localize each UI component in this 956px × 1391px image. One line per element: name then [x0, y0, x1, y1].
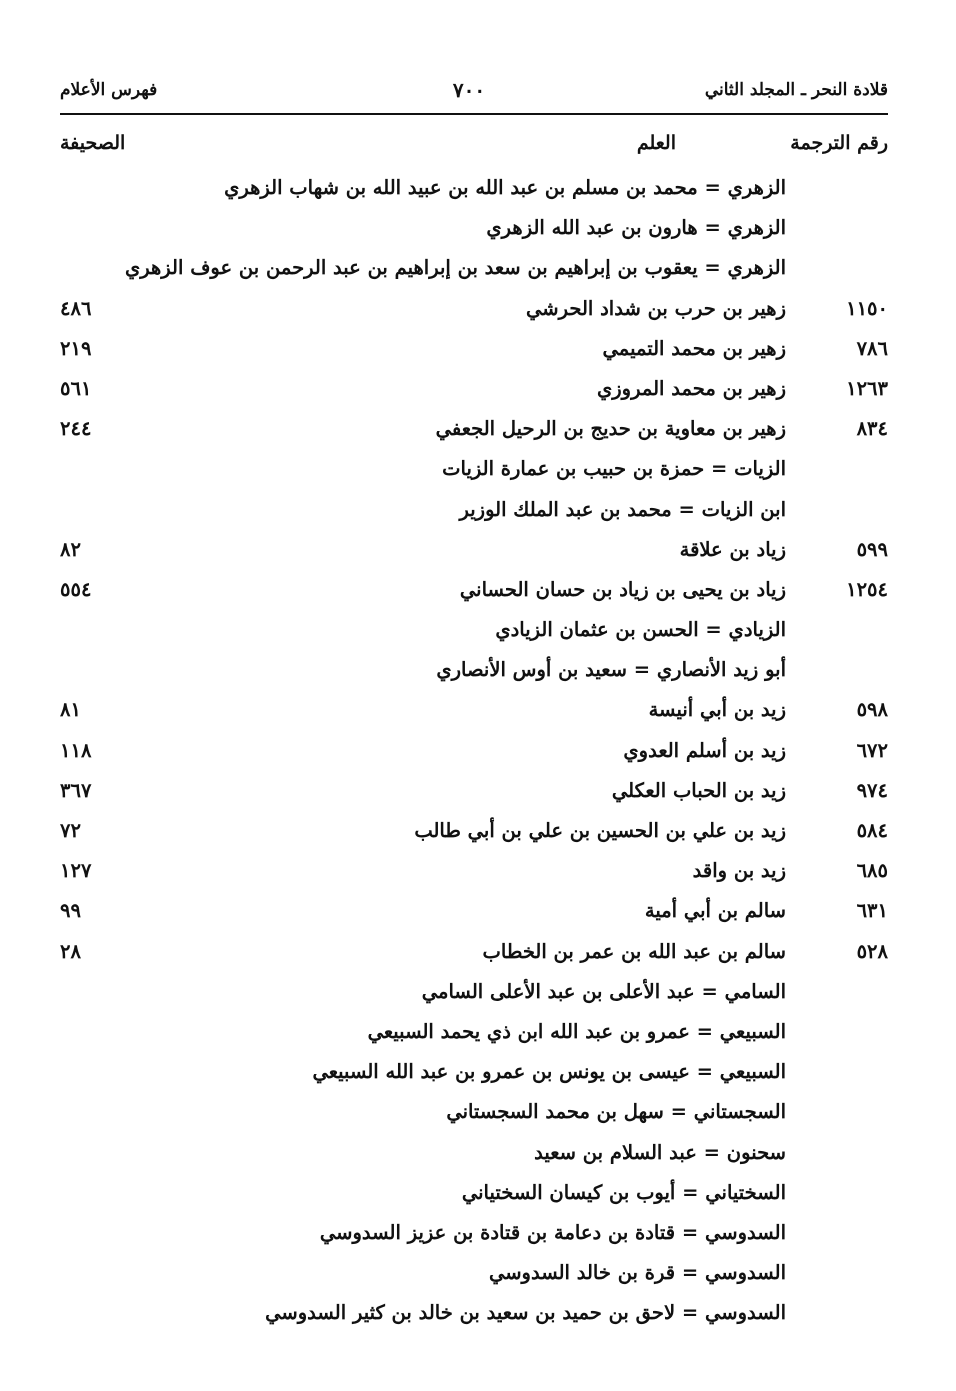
index-entry: [60, 851, 888, 891]
book-title: قلادة النحر ـ المجلد الثاني: [704, 80, 888, 100]
index-entry: [60, 1133, 888, 1173]
entry-name: زيد بن علي بن الحسين بن علي بن أبي طالب: [414, 819, 786, 842]
entry-number: ١١٥٠: [846, 296, 888, 320]
index-entry: [60, 1253, 888, 1293]
entry-name: زهير بن محمد المروزي: [596, 376, 786, 400]
index-entry: [60, 1052, 888, 1092]
column-headers: [60, 132, 888, 162]
entry-page: ٢٨: [60, 939, 81, 963]
index-entry: [60, 811, 888, 851]
entry-name: زياد بن علاقة: [679, 537, 786, 561]
index-entry: [60, 1213, 888, 1253]
index-entry: [60, 650, 888, 690]
index-entry: [60, 610, 888, 650]
entry-number: ٧٨٦: [856, 336, 888, 360]
entry-number: ٥٩٨: [856, 698, 888, 722]
entry-page: ١٢٧: [60, 859, 92, 883]
index-entry: [60, 1092, 888, 1132]
entry-number: ٩٧٤: [856, 778, 888, 802]
entry-page: ١١٨: [60, 738, 92, 762]
entry-name: زياد بن يحيى بن زياد بن حسان الحساني: [459, 577, 786, 601]
index-entry: [60, 731, 888, 771]
index-entries: [60, 168, 888, 1333]
entry-number: ٨٣٤: [856, 417, 888, 441]
index-entry: [60, 570, 888, 610]
column-header-name: العلم: [636, 132, 676, 154]
entry-name: الزيات = حمزة بن حبيب بن عمارة الزيات: [442, 457, 786, 481]
entry-name: سالم بن أبي أمية: [644, 899, 786, 923]
entry-number: ١٢٥٤: [846, 577, 888, 601]
entry-name: السدوسي = لاحق بن حميد بن سعيد بن خالد بن كثير السدوسي: [265, 1301, 786, 1325]
index-entry: [60, 208, 888, 248]
entry-name: السجستاني = سهل بن محمد السجستاني: [446, 1100, 786, 1124]
entry-name: زيد بن الحباب العكلي: [611, 778, 786, 802]
index-entry: [60, 168, 888, 208]
entry-page: ٥٦١: [60, 376, 92, 400]
index-entry: [60, 891, 888, 931]
entry-name: السدوسي = قتادة بن دعامة بن قتادة بن عزيز السدوسي: [319, 1220, 786, 1244]
entry-number: ٦٧٢: [856, 738, 888, 762]
entry-name: زهير بن محمد التميمي: [602, 336, 786, 360]
entry-name: زيد بن أسلم العدوي: [623, 738, 786, 762]
running-header: [60, 78, 888, 108]
column-header-number: رقم الترجمة: [790, 132, 888, 154]
index-entry: [60, 690, 888, 730]
entry-name: الزهري = هارون بن عبد الله الزهري: [486, 216, 786, 240]
index-entry: [60, 449, 888, 489]
entry-number: ٦٣١: [856, 899, 888, 923]
entry-name: أبو زيد الأنصاري = سعيد بن أوس الأنصاري: [436, 658, 786, 682]
entry-page: ٢٤٤: [60, 417, 92, 441]
column-header-page: الصحيفة: [60, 132, 126, 154]
index-entry: [60, 248, 888, 288]
entry-name: زهير بن معاوية بن حديج بن الرحيل الجعفي: [435, 417, 786, 441]
entry-page: ٩٩: [60, 899, 81, 923]
entry-page: ٨٢: [60, 537, 81, 561]
entry-page: ٥٥٤: [60, 577, 92, 601]
entry-name: الزهري = يعقوب بن إبراهيم بن سعد بن إبراهيم بن عبد الرحمن بن عوف الزهري: [124, 256, 786, 280]
entry-name: السبيعي = عيسى بن يونس بن عمرو بن عبد الله السبيعي: [312, 1060, 786, 1084]
index-entry: [60, 530, 888, 570]
entry-page: ٤٨٦: [60, 296, 92, 320]
index-entry: [60, 1173, 888, 1213]
entry-name: السدوسي = قرة بن خالد السدوسي: [488, 1261, 786, 1285]
entry-name: زيد بن أبي أنيسة: [648, 698, 786, 722]
section-title: فهرس الأعلام: [60, 80, 158, 100]
page-number: ٧٠٠: [452, 78, 486, 102]
entry-number: ٥٢٨: [856, 939, 888, 963]
index-entry: [60, 409, 888, 449]
entry-name: الزيادي = الحسن بن عثمان الزيادي: [495, 618, 786, 642]
entry-name: زيد بن واقد: [692, 859, 786, 883]
entry-name: سالم بن عبد الله بن عمر بن الخطاب: [482, 939, 786, 963]
entry-page: ٧٢: [60, 819, 81, 842]
entry-name: السامي = عبد الأعلى بن عبد الأعلى السامي: [421, 979, 786, 1003]
entry-name: زهير بن حرب بن شداد الحرشي: [526, 296, 786, 320]
index-entry: [60, 289, 888, 329]
index-entry: [60, 1012, 888, 1052]
index-entry: [60, 329, 888, 369]
entry-name: ابن الزيات = محمد بن عبد الملك الوزير: [459, 497, 786, 521]
index-entry: [60, 490, 888, 530]
entry-page: ٣٦٧: [60, 778, 92, 802]
entry-name: السبيعي = عمرو بن عبد الله ابن ذي يحمد السبيعي: [367, 1019, 786, 1043]
header-divider: [60, 113, 888, 115]
index-entry: [60, 771, 888, 811]
index-entry: [60, 972, 888, 1012]
entry-number: ١٢٦٣: [846, 376, 888, 400]
entry-name: السختياني = أيوب بن كيسان السختياني: [461, 1180, 786, 1204]
entry-page: ٨١: [60, 698, 81, 722]
entry-name: الزهري = محمد بن مسلم بن عبد الله بن عبيد الله بن شهاب الزهري: [224, 176, 786, 199]
entry-number: ٥٩٩: [856, 537, 888, 561]
entry-name: سحنون = عبد السلام بن سعيد: [534, 1140, 786, 1164]
index-entry: [60, 1293, 888, 1333]
index-entry: [60, 369, 888, 409]
index-entry: [60, 932, 888, 972]
entry-number: ٥٨٤: [856, 819, 888, 842]
entry-page: ٢١٩: [60, 336, 92, 360]
entry-number: ٦٨٥: [856, 859, 888, 883]
